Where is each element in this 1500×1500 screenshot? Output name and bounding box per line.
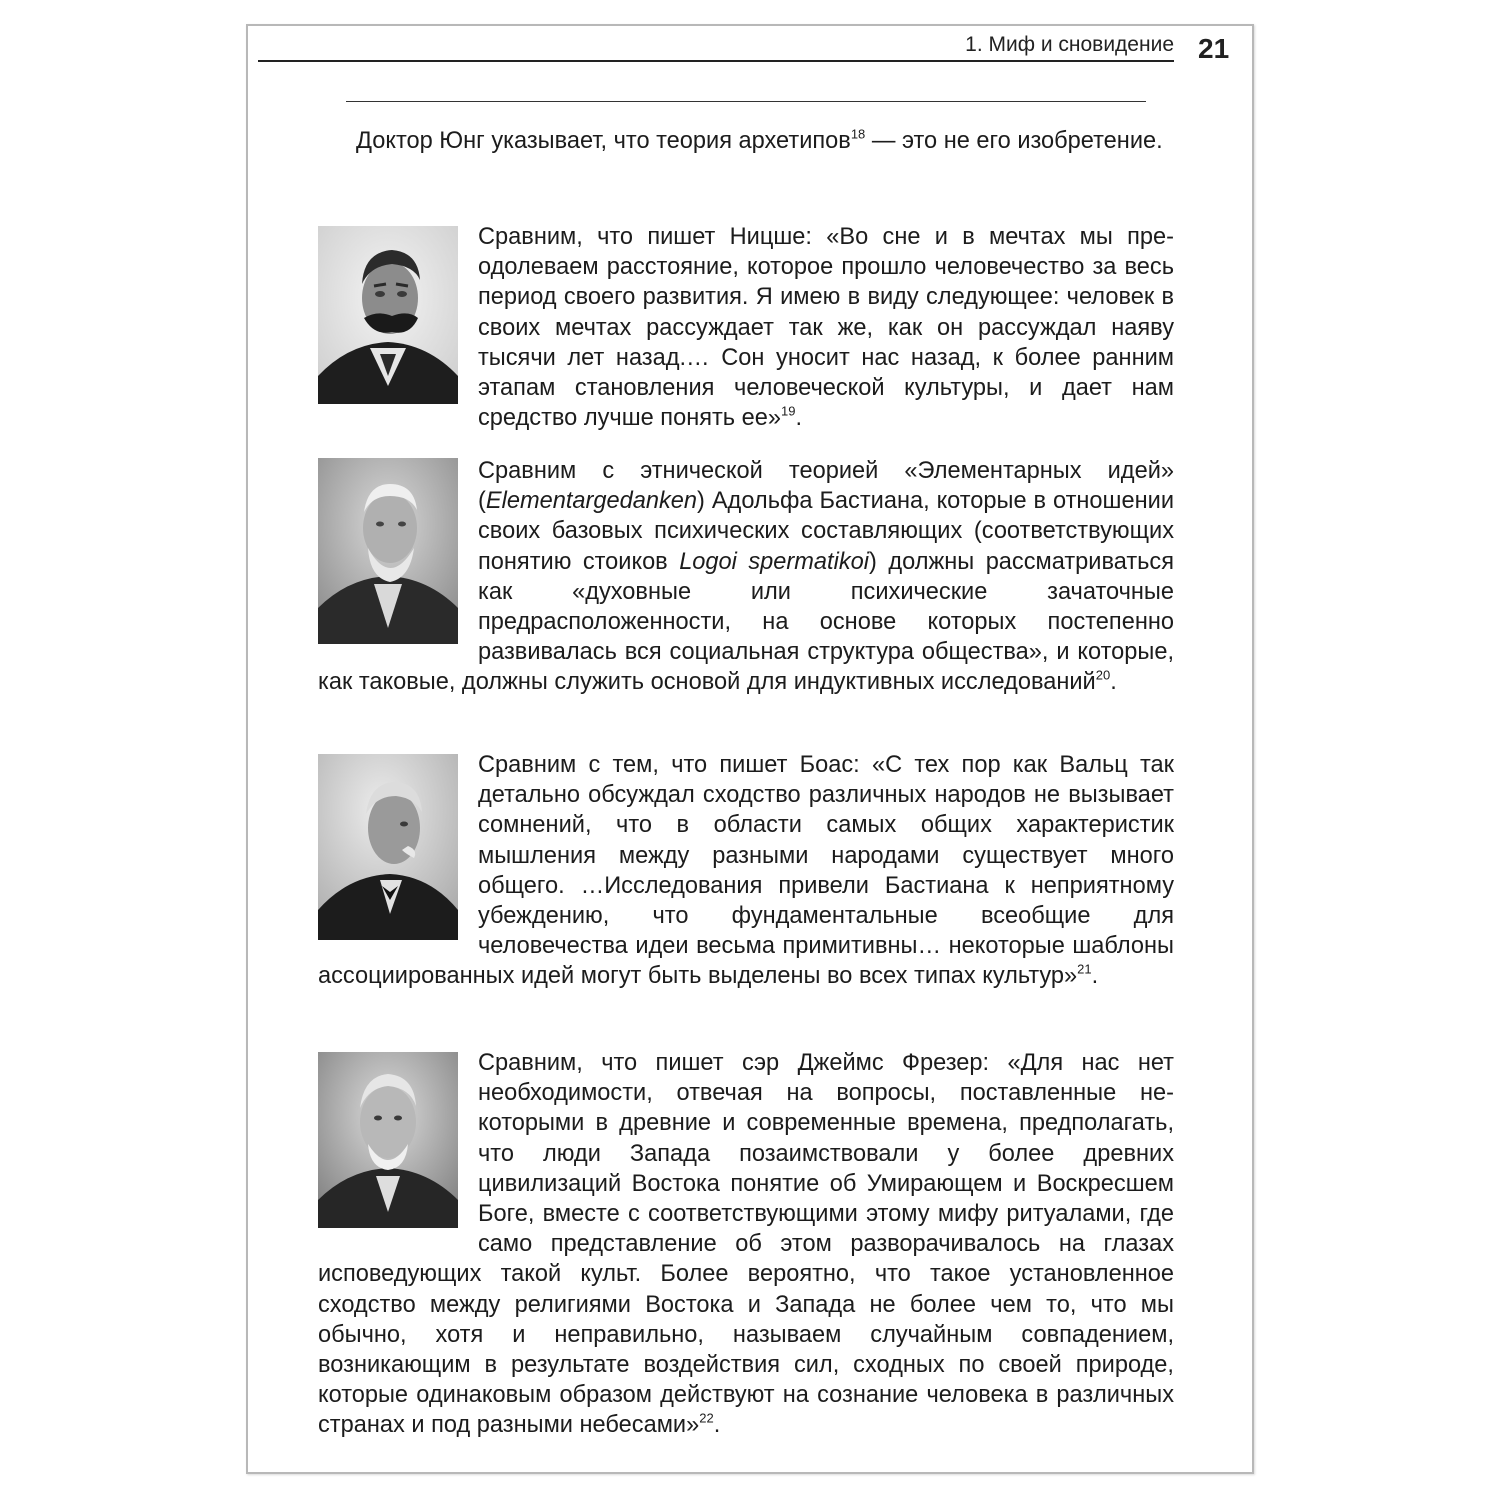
running-title: 1. Миф и сновидение xyxy=(258,30,1174,62)
footnote-ref-18: 18 xyxy=(850,126,866,142)
bastian-text-part3: ) должны рассматриваться как «духовные или психические зачаточные предрасположенности, на основе которых постепенно развивалась вся социальная структура общества», и которые, как таковые, должны служить основой для индуктивных исследований xyxy=(318,548,1175,696)
footnote-ref-22: 22 xyxy=(699,1410,714,1426)
section-boas xyxy=(318,750,1174,992)
top-rule-divider xyxy=(346,101,1146,102)
portrait-photo-icon xyxy=(318,1052,458,1228)
boas-portrait-image xyxy=(318,754,458,940)
boas-text: Сравним с тем, что пишет Боас: «С тех пор как Вальц так детально обсуждал сходство различных народов не вызывает сомнений, что в области самых общих характеристик мышления между разными народами существует много общего. …Исследования привели Бастиана к неприятному убеждению, что фундаментальные всеобщие для человечества идеи весьма примитивны… некоторые шаблоны ассоциированных идей могут быть выделены во всех типах культур» xyxy=(318,752,1174,990)
bastian-text-end: . xyxy=(1110,669,1117,696)
section-frazer xyxy=(318,1048,1174,1441)
intro-paragraph xyxy=(318,126,1174,156)
portrait-photo-icon xyxy=(318,754,458,940)
page-number: 21 xyxy=(1198,33,1230,64)
section-nietzsche xyxy=(318,222,1174,433)
frazer-text: Сравним, что пишет сэр Джеймс Фрезер: «Для нас нет необходимости, отвечая на вопросы, поставленные некоторыми в древние и современные времена, предполагать, что люди Запада позаимствовали у более древних цивилизаций Востока понятие об Умирающем и Воскресшем Боге, вместе с соответствующими этому мифу ритуалами, где само представление об этом разворачивалось на глазах исповедующих такой культ. Более вероятно, что такое установленное сходство между религиями Востока и Запада не более чем то, что мы обычно, хотя и неправильно, называем случайным совпадением, возникающим в результате воздействия сил, сходных по своей природе, которые одинаковым образом действуют на сознание человека в различных странах и под разными небесами» xyxy=(318,1050,1174,1439)
nietzsche-portrait-image xyxy=(318,226,458,404)
portrait-photo-icon xyxy=(318,458,458,644)
frazer-portrait-image xyxy=(318,1052,458,1228)
intro-text: Доктор Юнг указывает, что теория архетипов xyxy=(356,128,851,154)
footnote-ref-20: 20 xyxy=(1095,667,1111,683)
bastian-text-part1: Сравним с этнической теорией «Элементарных идей» ( xyxy=(478,458,1174,515)
intro-text-end: — это не его изобретение. xyxy=(865,128,1163,154)
bastian-text-part2: ) Адольфа Бастиана, которые в отношении своих базовых психических составляющих (соответствующих понятию стоиков xyxy=(478,488,1174,575)
frazer-text-end: . xyxy=(713,1412,721,1439)
bastian-portrait-image xyxy=(318,458,458,644)
book-page xyxy=(246,24,1254,1474)
boas-text-end: . xyxy=(1091,963,1099,990)
section-bastian xyxy=(318,456,1174,698)
logoi-spermatikoi-term: Logoi spermatikoi xyxy=(679,548,870,575)
footnote-ref-21: 21 xyxy=(1077,961,1092,977)
footnote-ref-19: 19 xyxy=(781,403,796,419)
portrait-photo-icon xyxy=(318,226,458,404)
nietzsche-text-end: . xyxy=(795,405,803,432)
nietzsche-text: Сравним, что пишет Ницше: «Во сне и в мечтах мы преодолеваем расстояние, которое прошло человечество за весь период своего развития. Я имею в виду следующее: человек в своих мечтах рассуждает так же, как он рассуждал наяву тысячи лет назад.… Сон уносит нас назад, к более ранним этапам становления человеческой культуры, и дает нам средство лучше понять ее» xyxy=(478,224,1174,432)
elementargedanken-term: Elementargedanken xyxy=(485,488,698,515)
